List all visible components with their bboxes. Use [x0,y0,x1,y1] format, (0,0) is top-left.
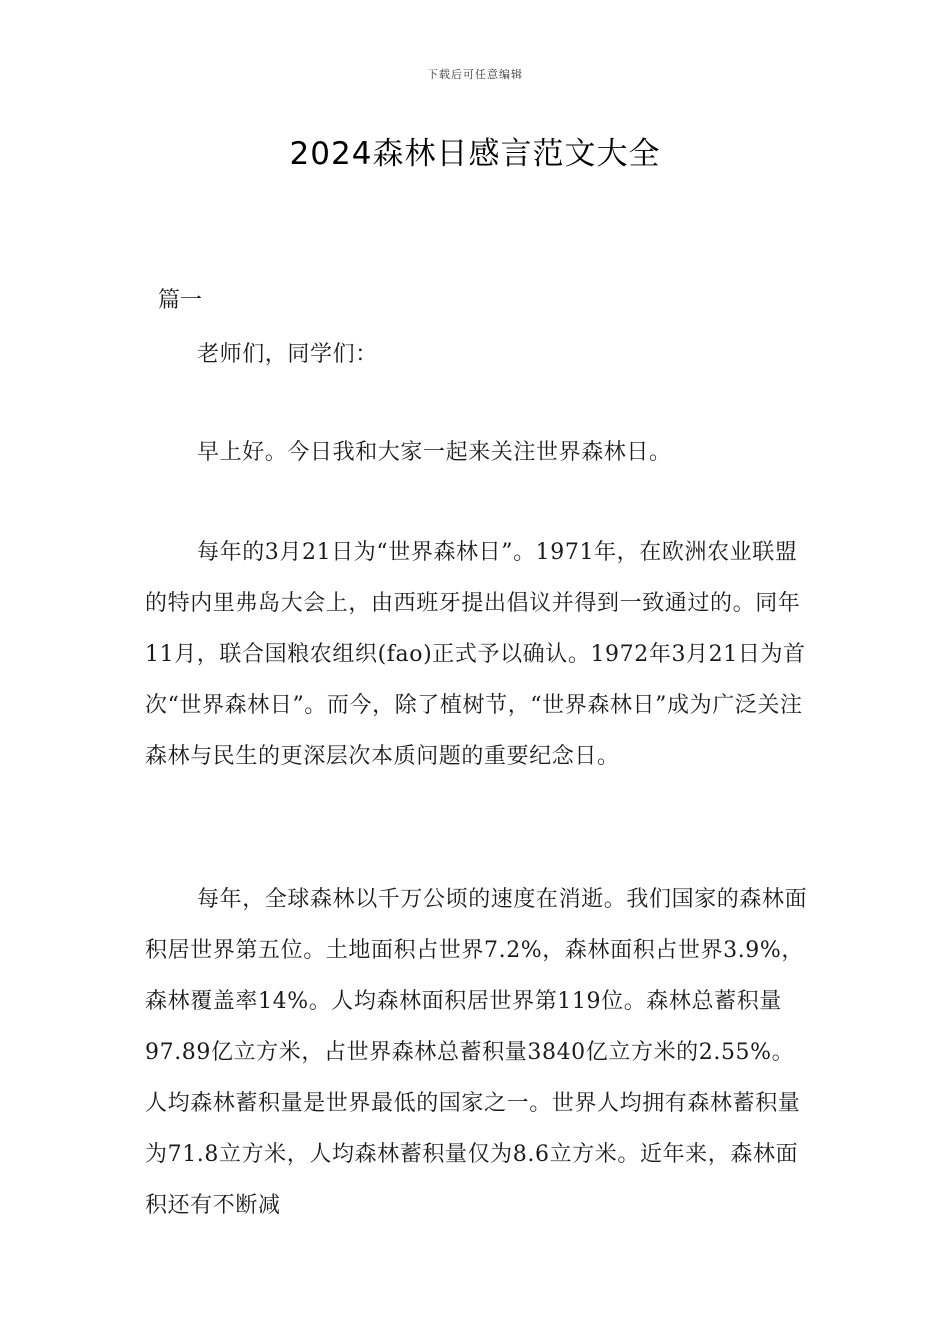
header-note: 下载后可任意编辑 [427,68,523,81]
body-paragraph-morning: 早上好。今日我和大家一起来关注世界森林日。 [197,440,672,465]
greeting-paragraph: 老师们，同学们： [197,342,378,367]
body-paragraph-forest-day: 每年的3月21日为“世界森林日”。1971年，在欧洲农业联盟的特内里弗岛大会上，由西班牙提出倡议并得到一致通过的。同年11月，联合国粮农组织(fao)正式予以确认。1972年3月21日为首次“世界森林日”。而今，除了植树节，“世界森林日”成为广泛关注森林与民生的更深层次本质问题的重要纪念日。 [145,540,806,769]
section-label: 篇一 [158,288,203,313]
document-title: 2024森林日感言范文大全 [289,136,661,172]
body-paragraph-forest-statistics: 每年，全球森林以千万公顷的速度在消逝。我们国家的森林面积居世界第五位。土地面积占世界7.2%，森林面积占世界3.9%，森林覆盖率14%。人均森林面积居世界第119位。森林总蓄积量97.89亿立方米，占世界森林总蓄积量3840亿立方米的2.55%。人均森林蓄积量是世界最低的国家之一。世界人均拥有森林蓄积量为71.8立方米，人均森林蓄积量仅为8.6立方米。近年来，森林面积还有不断减 [145,887,808,1218]
